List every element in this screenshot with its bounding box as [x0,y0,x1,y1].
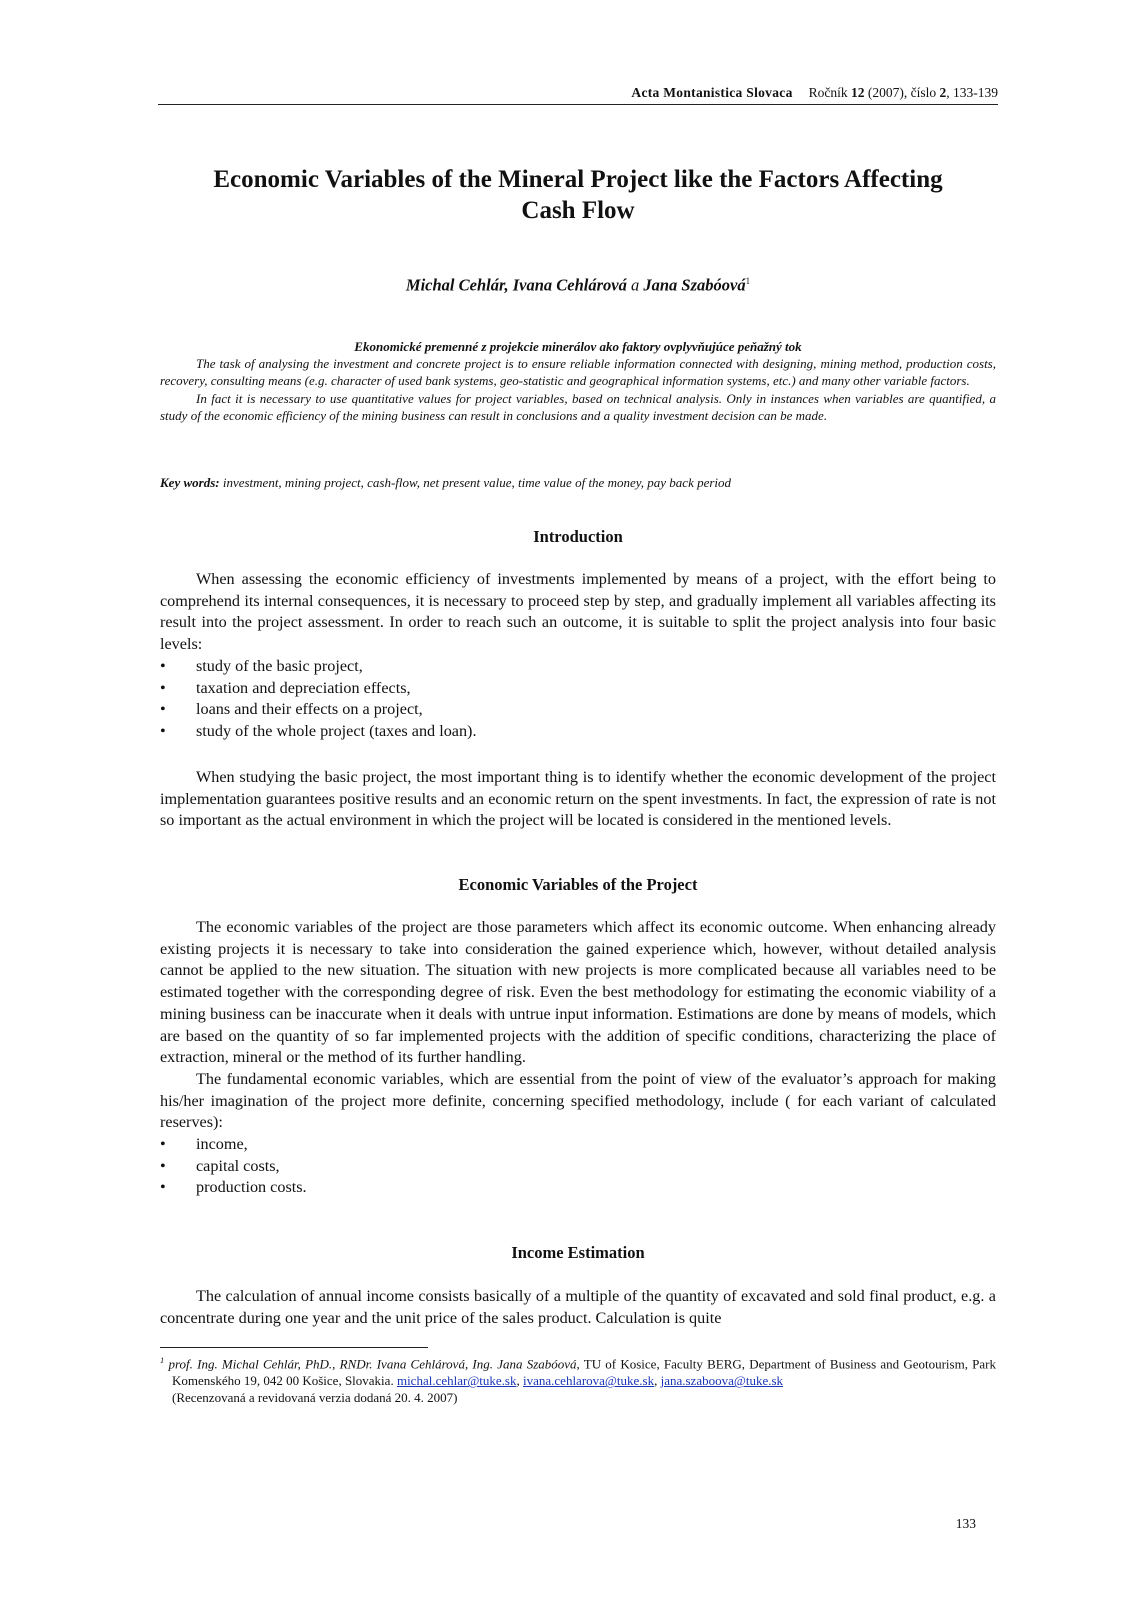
author-names: Michal Cehlár, Ivana Cehlárová [405,275,627,295]
journal-name: Acta Montanistica Slovaca [631,85,793,100]
analysis-levels-list [160,656,996,743]
economic-variables-paragraph-2: The fundamental economic variables, which are essential from the point of view of the evaluator’s approach for making his/her imagination of the project more definite, concerning specified methodology, include ( for each variant of calculated reserves): [160,1069,996,1132]
author-footnote-mark: 1 [745,276,751,286]
email-link-cehlarova[interactable]: ivana.cehlarova@tuke.sk [523,1373,655,1389]
introduction-paragraph-2: When studying the basic project, the most important thing is to identify whether the economic development of the project implementation guarantees positive results and an economic return on the spent investments. In fact, the expression of rate is not so important as the actual environment in which the project will be located is considered in the mentioned levels. [160,768,996,830]
running-head [158,84,998,102]
bullet-marker: • [160,700,166,719]
introduction-paragraph-1: When assessing the economic efficiency of investments implemented by means of a project, with the effort being to comprehend its internal consequences, it is necessary to proceed step by step, and gradually implement all variables affecting its result into the project assessment. In order to reach such an outcome, it is suitable to split the project analysis into four basic levels: [160,570,996,654]
keywords-label: Key words: [160,475,220,490]
section-heading-income-estimation: Income Estimation [511,1243,645,1262]
income-estimation-body [160,1286,996,1329]
list-item: • production costs. [160,1177,996,1199]
abstract-paragraph-1: The task of analysing the investment and concrete project is to ensure reliable information connected with designing, mining method, production costs, recovery, consulting means (e.g. character of used bank systems, geo-statistic and geographical information systems, etc.) and many other variable factors. [160,356,996,389]
list-item: • study of the basic project, [160,656,996,678]
email-link-cehlar[interactable]: michal.cehlar@tuke.sk [396,1373,517,1389]
bullet-marker: • [160,1156,166,1175]
bullet-marker: • [160,1178,166,1197]
paper-title [158,164,998,226]
abstract-paragraph-2: In fact it is necessary to use quantitative values for project variables, based on technical analysis. Only in instances when variables are quantified, a study of the economic efficiency of the mining business can result in conclusions and a quality investment decision can be made. [160,390,996,423]
income-estimation-paragraph-1: The calculation of annual income consists basically of a multiple of the quantity of excavated and sold final product, e.g. a concentrate during one year and the unit price of the sales product. Calculation is quite [160,1287,996,1327]
economic-variables-paragraph-1: The economic variables of the project are those parameters which affect its economic outcome. When enhancing already existing projects it is necessary to take into consideration the gained experience which, however, without detailed analysis cannot be applied to the new situation. The situation with new projects is more complicated because all variables need to be estimated together with the corresponding degree of risk. Even the best methodology for estimating the economic viability of a mining business can be inaccurate when it deals with untrue input information. Estimations are done by means of models, which are based on the quantity of so far implemented projects with the addition of specific conditions, characterizing the place of extraction, mineral or the method of its further handling. [160,918,996,1067]
list-item: • loans and their effects on a project, [160,699,996,721]
introduction-body [160,569,996,743]
author-conjunction: a [626,275,644,295]
footnote-rule [160,1347,428,1348]
volume-year: (2007), číslo [864,85,940,100]
list-item: • study of the whole project (taxes and loan). [160,721,996,743]
header-rule [158,104,998,105]
paper-title-line-1: Economic Variables of the Mineral Project like the Factors Affecting [213,166,943,193]
keywords [160,474,996,491]
bullet-marker: • [160,721,166,740]
footnote-affiliation: $^1$ prof. Ing. Michal Cehlár, PhD., RNDr. Ivana Cehlárová, Ing. Jana Szabóová, TU of Kosice, Faculty BERG, Department of Business and Geotourism, Park Komenského 19, 042 00 Košice, Slovakia. michal.cehlar@tuke.sk, ivana.cehlarova@tuke.sk, jana.szaboova@tuke.sk [160,1355,997,1389]
page-range: , 133-139 [946,85,998,100]
introduction-body-continued [160,767,996,832]
review-note: (Recenzovaná a revidovaná verzia dodaná 20. 4. 2007) [172,1390,458,1406]
keywords-text: investment, mining project, cash-flow, net present value, time value of the money, pay back period [219,475,732,490]
page-number: 133 [955,1516,976,1531]
issue-number: 2 [939,85,947,100]
bullet-marker: • [160,1135,166,1154]
section-heading-introduction: Introduction [533,527,623,546]
footnote-affiliation-text: TU of Kosice, Faculty BERG, Department of Business and Geotourism, Park Komenského 19, 042 00 Košice, Slovakia. [172,1356,997,1389]
abstract [160,338,996,424]
section-heading-economic-variables: Economic Variables of the Project [458,875,698,894]
email-link-szaboova[interactable]: jana.szaboova@tuke.sk [660,1373,784,1389]
author-line [158,270,998,297]
author-last: Jana Szabóová [643,275,746,295]
bullet-marker: • [160,678,166,697]
list-item: • income, [160,1134,996,1156]
volume-label: Ročník [808,85,851,100]
footnote [160,1352,996,1406]
bullet-marker: • [160,656,166,675]
economic-variables-list [160,1134,996,1199]
volume-number: 12 [851,85,865,100]
list-item: • taxation and depreciation effects, [160,678,996,700]
footnote-authors: prof. Ing. Michal Cehlár, PhD., RNDr. Ivana Cehlárová, Ing. Jana Szabóová, [164,1356,580,1372]
economic-variables-body [160,917,996,1199]
footnote-mark: 1 [160,1355,165,1365]
list-item: • capital costs, [160,1156,996,1178]
abstract-slovak-title: Ekonomické premenné z projekcie minerálov ako faktory ovplyvňujúce peňažný tok [354,339,802,354]
paper-title-line-2: Cash Flow [521,197,635,224]
